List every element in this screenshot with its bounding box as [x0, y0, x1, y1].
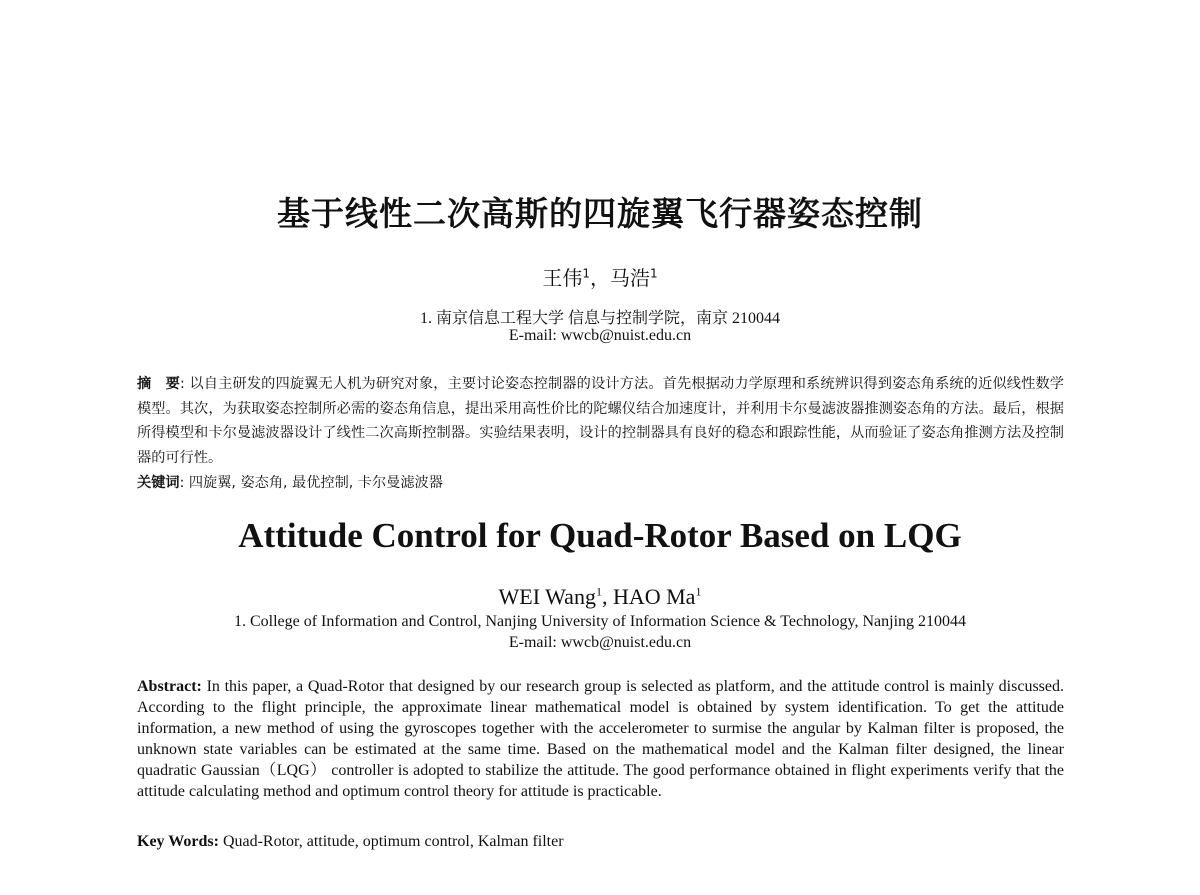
author-separator: ，	[590, 266, 610, 290]
paper-title-en: Attitude Control for Quad-Rotor Based on LQG	[238, 516, 962, 555]
author-name: HAO Ma	[612, 584, 696, 609]
paper-title-zh: 基于线性二次高斯的四旋翼飞行器姿态控制	[277, 194, 923, 233]
author-name: 马浩	[610, 266, 650, 290]
abstract-zh	[137, 372, 1064, 470]
keywords-text-en: Quad-Rotor, attitude, optimum control, Kalman filter	[218, 833, 564, 850]
keywords-en	[137, 831, 1064, 852]
author-name: WEI Wang	[498, 584, 596, 609]
keywords-label-en: Key Words:	[137, 833, 219, 850]
abstract-en	[137, 676, 1064, 802]
affiliation-zh: 1. 南京信息工程大学 信息与控制学院，南京 210044	[419, 310, 780, 327]
affiliation-marker: 1	[595, 584, 602, 599]
abstract-label-zh: 摘 要	[137, 376, 181, 392]
abstract-text-en: In this paper, a Quad-Rotor that designed by our research group is selected as platform, and the attitude control is mainly discussed. According to the flight principle, the approximate linear mathematical model is obtained by system identification. To get the attitude information, a new method of using the gyroscopes together with the accelerometer to surmise the angular by Kalman filter is proposed, the unknown state variables can be estimated at the same time. Based on the mathematical model and the Kalman filter designed, the linear quadratic Gaussian（LQG） controller is adopted to stabilize the attitude. The good performance obtained in flight experiments verify that the attitude calculating method and optimum control theory for attitude is practicable.	[137, 678, 1064, 800]
authors-en	[0, 584, 1200, 610]
affiliation-en: 1. College of Information and Control, Nanjing University of Information Science & Technology, Nanjing 210044	[233, 613, 967, 630]
affiliation-marker: 1	[695, 584, 702, 599]
email-en: E-mail: wwcb@nuist.edu.cn	[508, 634, 692, 651]
keywords-label-zh: 关键词	[137, 475, 180, 491]
author-name: 王伟	[542, 266, 583, 290]
abstract-label-en: Abstract:	[137, 678, 202, 695]
affiliation-marker: 1	[650, 266, 658, 281]
author-separator: ,	[601, 584, 613, 609]
keywords-text-zh: : 四旋翼, 姿态角, 最优控制, 卡尔曼滤波器	[179, 475, 443, 491]
affiliation-marker: 1	[582, 266, 590, 281]
abstract-text-zh: : 以自主研发的四旋翼无人机为研究对象，主要讨论姿态控制器的设计方法。首先根据动力学原理和系统辨识得到姿态角系统的近似线性数学模型。其次，为获取姿态控制所必需的姿态角信息，提出采用高性价比的陀螺仪结合加速度计，并利用卡尔曼滤波器推测姿态角的方法。最后，根据所得模型和卡尔曼滤波器设计了线性二次高斯控制器。实验结果表明，设计的控制器具有良好的稳态和跟踪性能，从而验证了姿态角推测方法及控制器的可行性。	[137, 376, 1064, 466]
email-zh: E-mail: wwcb@nuist.edu.cn	[508, 327, 692, 344]
authors-zh	[0, 262, 1200, 291]
keywords-zh	[137, 472, 1064, 494]
